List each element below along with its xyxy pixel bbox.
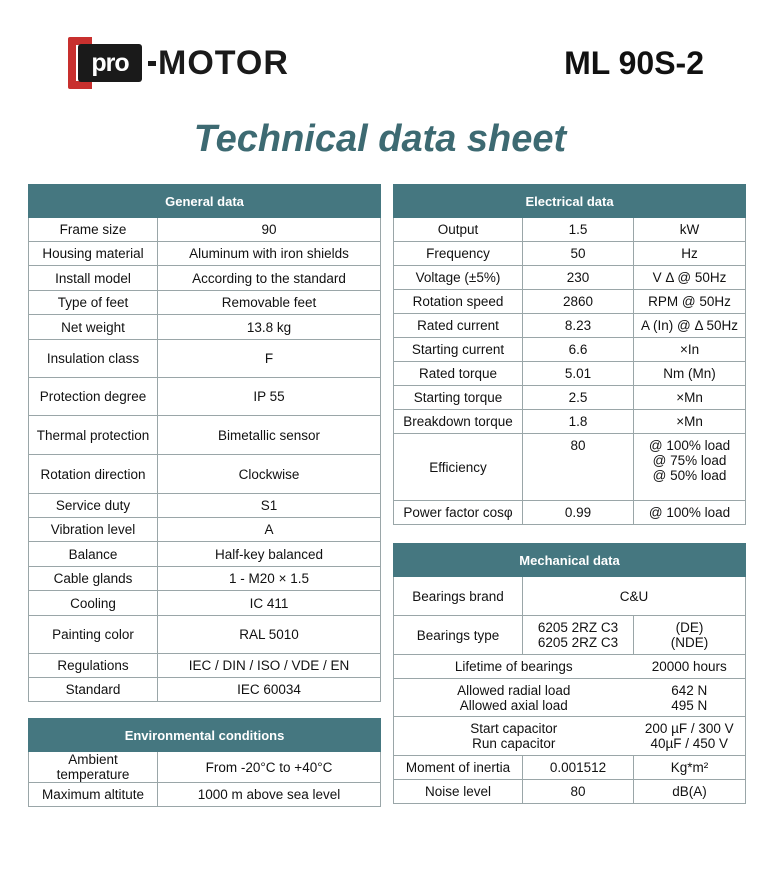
logo-dash — [148, 61, 156, 66]
electrical-value: 230 — [523, 266, 634, 290]
general-value: Bimetallic sensor — [158, 416, 381, 455]
table-row — [29, 654, 381, 678]
capacitor-labels: Start capacitor Run capacitor — [394, 717, 634, 756]
general-label: Housing material — [29, 242, 158, 266]
general-data-table — [28, 184, 381, 702]
power-factor-unit: @ 100% load — [634, 501, 746, 525]
lifetime-label: Lifetime of bearings — [394, 655, 634, 679]
table-row — [29, 242, 381, 266]
electrical-label: Rated current — [394, 314, 523, 338]
inertia-value: 0.001512 — [523, 756, 634, 780]
general-label: Balance — [29, 542, 158, 567]
table-row — [394, 218, 746, 242]
lifetime-value: 20000 hours — [634, 655, 746, 679]
bearings-type-label: Bearings type — [394, 616, 523, 655]
capacitor-values: 200 µF / 300 V 40µF / 450 V — [634, 717, 746, 756]
electrical-label: Rated torque — [394, 362, 523, 386]
logo-pro-text: pro — [78, 44, 142, 82]
general-value: 1 - M20 × 1.5 — [158, 567, 381, 591]
table-row — [394, 362, 746, 386]
table-row — [394, 756, 746, 780]
electrical-value: 1.5 — [523, 218, 634, 242]
table-row — [29, 494, 381, 518]
table-row — [29, 752, 381, 783]
general-label: Service duty — [29, 494, 158, 518]
table-row — [394, 655, 746, 679]
environment-value: 1000 m above sea level — [158, 783, 381, 807]
table-row — [394, 266, 746, 290]
loads-labels: Allowed radial load Allowed axial load — [394, 679, 634, 717]
environment-heading: Environmental conditions — [29, 719, 381, 752]
general-value: IP 55 — [158, 378, 381, 416]
table-row — [394, 577, 746, 616]
electrical-label: Output — [394, 218, 523, 242]
table-row — [394, 434, 746, 501]
electrical-label: Rotation speed — [394, 290, 523, 314]
loads-values: 642 N 495 N — [634, 679, 746, 717]
general-value: IC 411 — [158, 591, 381, 616]
general-label: Thermal protection — [29, 416, 158, 455]
table-row — [29, 567, 381, 591]
table-row — [29, 616, 381, 654]
electrical-label: Voltage (±5%) — [394, 266, 523, 290]
table-row — [29, 542, 381, 567]
inertia-unit: Kg*m² — [634, 756, 746, 780]
noise-label: Noise level — [394, 780, 523, 804]
efficiency-label: Efficiency — [394, 434, 523, 501]
efficiency-units — [634, 434, 746, 501]
noise-unit: dB(A) — [634, 780, 746, 804]
environment-table — [28, 718, 381, 807]
table-row — [29, 378, 381, 416]
general-data-heading: General data — [29, 185, 381, 218]
general-value: F — [158, 340, 381, 378]
general-label: Vibration level — [29, 518, 158, 542]
table-row — [29, 218, 381, 242]
electrical-unit: kW — [634, 218, 746, 242]
power-factor-label: Power factor cosφ — [394, 501, 523, 525]
electrical-unit: A (In) @ Δ 50Hz — [634, 314, 746, 338]
general-label: Cooling — [29, 591, 158, 616]
electrical-unit: Hz — [634, 242, 746, 266]
general-label: Painting color — [29, 616, 158, 654]
electrical-unit: V Δ @ 50Hz — [634, 266, 746, 290]
electrical-label: Starting current — [394, 338, 523, 362]
general-label: Protection degree — [29, 378, 158, 416]
general-label: Standard — [29, 678, 158, 702]
general-label: Insulation class — [29, 340, 158, 378]
electrical-unit: ×Mn — [634, 410, 746, 434]
bearings-type-values: 6205 2RZ C3 6205 2RZ C3 — [523, 616, 634, 655]
electrical-value: 50 — [523, 242, 634, 266]
electrical-value: 2.5 — [523, 386, 634, 410]
table-row — [394, 242, 746, 266]
table-row — [394, 616, 746, 655]
table-row — [29, 455, 381, 494]
electrical-label: Breakdown torque — [394, 410, 523, 434]
electrical-unit: RPM @ 50Hz — [634, 290, 746, 314]
model-number: ML 90S-2 — [564, 45, 704, 81]
environment-label: Maximum altitute — [29, 783, 158, 807]
general-label: Frame size — [29, 218, 158, 242]
general-value: RAL 5010 — [158, 616, 381, 654]
table-row — [394, 314, 746, 338]
efficiency-value: 80 — [523, 434, 634, 501]
electrical-value: 6.6 — [523, 338, 634, 362]
table-row — [394, 338, 746, 362]
general-label: Net weight — [29, 315, 158, 340]
general-value: Aluminum with iron shields — [158, 242, 381, 266]
inertia-label: Moment of inertia — [394, 756, 523, 780]
general-value: 90 — [158, 218, 381, 242]
bearings-brand-value: C&U — [523, 577, 746, 616]
efficiency-unit-100: @ 100% load — [648, 438, 731, 453]
table-row — [29, 315, 381, 340]
table-row — [29, 783, 381, 807]
efficiency-unit-75: @ 75% load — [652, 453, 727, 468]
general-label: Regulations — [29, 654, 158, 678]
environment-value: From -20°C to +40°C — [158, 752, 381, 783]
general-value: IEC / DIN / ISO / VDE / EN — [158, 654, 381, 678]
electrical-unit: Nm (Mn) — [634, 362, 746, 386]
electrical-label: Frequency — [394, 242, 523, 266]
electrical-data-table — [393, 184, 746, 525]
table-row — [29, 416, 381, 455]
general-value: 13.8 kg — [158, 315, 381, 340]
general-label: Install model — [29, 266, 158, 291]
electrical-unit: ×Mn — [634, 386, 746, 410]
table-row — [29, 591, 381, 616]
mechanical-data-table — [393, 543, 746, 804]
table-row — [394, 410, 746, 434]
general-value: Half-key balanced — [158, 542, 381, 567]
general-value: Removable feet — [158, 291, 381, 315]
table-row — [29, 340, 381, 378]
general-value: Clockwise — [158, 455, 381, 494]
environment-label: Ambient temperature — [29, 752, 158, 783]
table-row — [29, 518, 381, 542]
brand-logo — [68, 37, 289, 89]
table-row — [394, 290, 746, 314]
table-row — [394, 717, 746, 756]
general-label: Cable glands — [29, 567, 158, 591]
table-row — [394, 501, 746, 525]
power-factor-value: 0.99 — [523, 501, 634, 525]
general-value: A — [158, 518, 381, 542]
general-value: IEC 60034 — [158, 678, 381, 702]
general-label: Rotation direction — [29, 455, 158, 494]
electrical-unit: ×In — [634, 338, 746, 362]
page-title: Technical data sheet — [193, 118, 567, 160]
electrical-value: 2860 — [523, 290, 634, 314]
general-label: Type of feet — [29, 291, 158, 315]
table-row — [29, 678, 381, 702]
bearings-type-positions: (DE) (NDE) — [634, 616, 746, 655]
table-row — [394, 780, 746, 804]
electrical-value: 5.01 — [523, 362, 634, 386]
electrical-value: 1.8 — [523, 410, 634, 434]
logo-mark — [68, 37, 146, 89]
table-row — [29, 266, 381, 291]
noise-value: 80 — [523, 780, 634, 804]
electrical-label: Starting torque — [394, 386, 523, 410]
electrical-value: 8.23 — [523, 314, 634, 338]
logo-motor-text: MOTOR — [158, 43, 289, 82]
general-value: According to the standard — [158, 266, 381, 291]
bearings-brand-label: Bearings brand — [394, 577, 523, 616]
table-row — [29, 291, 381, 315]
general-value: S1 — [158, 494, 381, 518]
table-row — [394, 679, 746, 717]
electrical-data-heading: Electrical data — [394, 185, 746, 218]
table-row — [394, 386, 746, 410]
mechanical-data-heading: Mechanical data — [394, 544, 746, 577]
efficiency-unit-50: @ 50% load — [652, 468, 727, 483]
